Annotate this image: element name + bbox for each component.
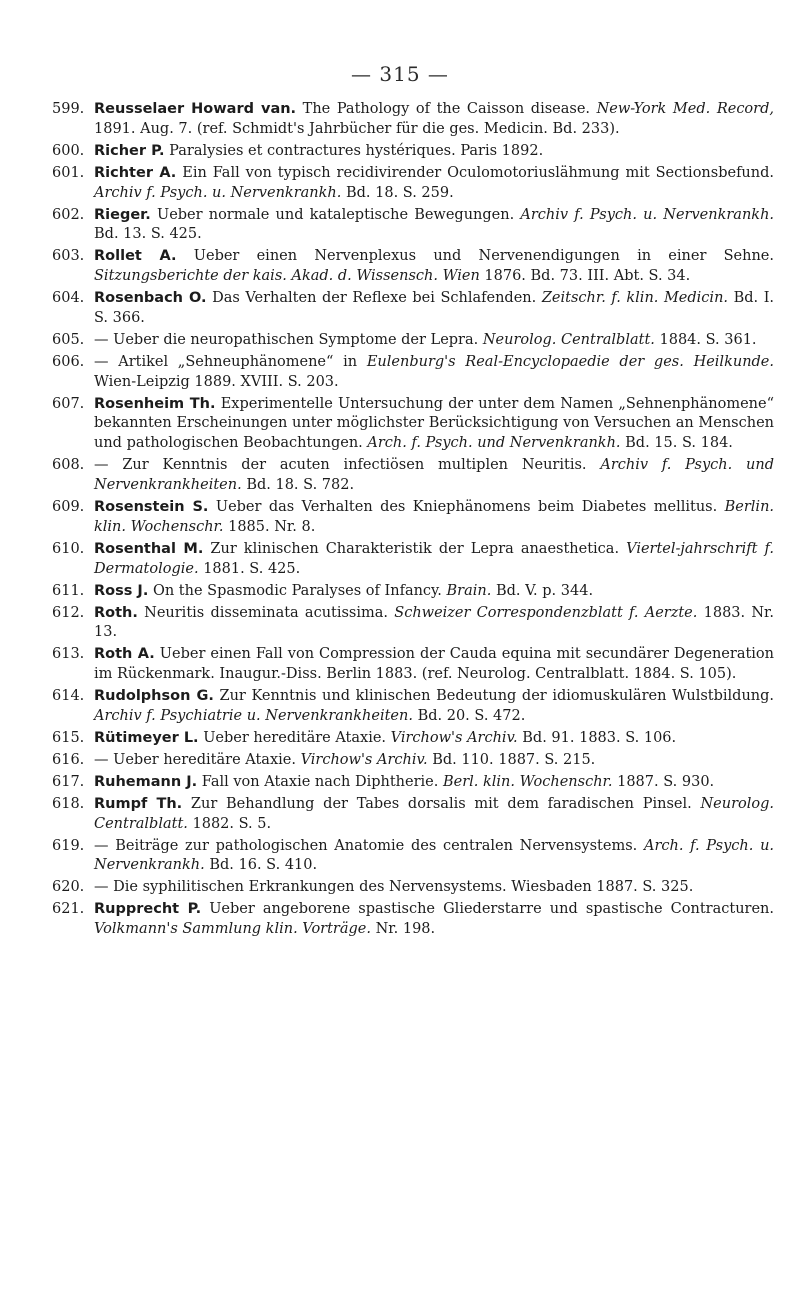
bibliography-entry [52, 878, 774, 898]
entry-title: Paralysies et contractures hystériques. [169, 142, 456, 159]
entry-details: Bd. 16. S. 410. [209, 857, 318, 874]
entry-author: Ross J. [94, 582, 149, 599]
bibliography-entry [52, 540, 774, 580]
entry-number: 618. [52, 795, 85, 812]
entry-author: Rupprecht P. [94, 901, 202, 918]
entry-author: — [94, 879, 109, 896]
entry-source: Viertel-jahrschrift f. Dermatologie. [94, 540, 774, 577]
entry-source: Berlin. klin. Wochenschr. [94, 499, 775, 535]
entry-author: Rosenstein S. [94, 499, 209, 516]
bibliography-list [52, 100, 774, 942]
entry-author: — [94, 353, 109, 370]
entry-number: 609. [52, 499, 85, 516]
entry-details: Bd. 20. S. 472. [417, 707, 526, 724]
bibliography-entry [52, 395, 774, 454]
entry-source: Neurolog. Centralblatt. [94, 795, 774, 832]
entry-author: — [94, 457, 109, 474]
entry-title: Zur klinischen Charakteristik der Lepra anaesthetica. [210, 540, 620, 557]
entry-source: Archiv f. Psych. und Nervenkrankheiten. [94, 457, 775, 494]
entry-number: 611. [52, 582, 85, 599]
bibliography-entry [52, 353, 774, 393]
entry-title: Zur Behandlung der Tabes dorsalis mit dem faradischen Pinsel. [190, 795, 692, 812]
entry-number: 614. [52, 688, 85, 705]
entry-details: 1891. Aug. 7. (ref. Schmidt's Jahrbücher für die ges. Medicin. Bd. 233). [94, 120, 620, 137]
entry-details: 1887. S. 930. [617, 773, 715, 790]
entry-number: 621. [52, 901, 85, 918]
bibliography-entry [52, 206, 774, 246]
entry-title: Fall von Ataxie nach Diphtherie. [201, 773, 439, 790]
bibliography-entry [52, 331, 774, 351]
entry-title: Ueber angeborene spastische Gliederstarre und spastische Contracturen. [209, 901, 774, 918]
entry-details: Bd. 18. S. 259. [345, 184, 454, 201]
entry-number: 600. [52, 142, 85, 159]
entry-title: Ueber die neuropathischen Symptome der Lepra. [113, 331, 479, 348]
entry-title: Zur Kenntnis und klinischen Bedeutung der idiomuskulären Wulstbildung. [219, 688, 775, 705]
entry-author: Rollet A. [94, 248, 177, 265]
bibliography-entry [52, 100, 774, 140]
page-number: — 315 — [351, 62, 449, 86]
entry-details: Bd. 18. S. 782. [246, 477, 355, 494]
bibliography-entry [52, 729, 774, 749]
entry-title: On the Spasmodic Paralyses of Infancy. [152, 582, 442, 599]
bibliography-entry [52, 900, 774, 940]
entry-details: Bd. 13. S. 425. [94, 226, 202, 243]
bibliography-entry [52, 604, 774, 644]
bibliography-entry [52, 498, 774, 538]
entry-details: Bd. 15. S. 184. [625, 435, 733, 452]
entry-title: Experimentelle Untersuchung der unter dem Namen „Sehnenphänomene“ bekannten Erscheinungen unter möglichster Berücksichtigung von Versuchen an Menschen und pathologischen Beobachtungen. [94, 395, 775, 452]
bibliography-entry [52, 687, 774, 727]
entry-details: Bd. I. S. 366. [94, 290, 775, 326]
entry-source: Arch. f. Psych. und Nervenkrankh. [367, 435, 621, 452]
entry-title: Ueber hereditäre Ataxie. [203, 729, 387, 746]
entry-details: 1883. Nr. 13. [94, 604, 775, 641]
entry-title: Ueber hereditäre Ataxie. [113, 751, 296, 768]
entry-number: 604. [52, 290, 85, 307]
entry-title: Ueber das Verhalten des Kniephänomens beim Diabetes mellitus. [215, 499, 718, 516]
entry-source: Archiv f. Psychiatrie u. Nervenkrankheiten. [94, 707, 413, 724]
entry-number: 620. [52, 879, 85, 896]
entry-title: Neuritis disseminata acutissima. [144, 604, 389, 621]
entry-source: Virchow's Archiv. [390, 729, 518, 746]
entry-source: Brain. [446, 582, 492, 599]
entry-author: — [94, 837, 109, 854]
entry-source: Zeitschr. f. klin. Medicin. [541, 290, 729, 307]
entry-author: — [94, 751, 109, 768]
entry-details: Bd. V. p. 344. [495, 582, 594, 599]
entry-details: Nr. 198. [375, 921, 436, 938]
entry-details: 1882. S. 5. [192, 815, 272, 832]
entry-number: 606. [52, 353, 85, 370]
entry-source: Arch. f. Psych. u. Nervenkrankh. [94, 837, 775, 874]
entry-details: Bd. 91. 1883. S. 106. [522, 729, 677, 746]
bibliography-entry [52, 247, 774, 287]
bibliography-entry [52, 837, 774, 877]
entry-number: 617. [52, 773, 85, 790]
entry-title: Zur Kenntnis der acuten infectiösen multiplen Neuritis. [122, 457, 587, 474]
entry-details: 1876. Bd. 73. III. Abt. S. 34. [484, 268, 691, 285]
entry-details: Bd. 110. 1887. S. 215. [432, 751, 596, 768]
entry-number: 602. [52, 206, 85, 223]
entry-number: 612. [52, 604, 85, 621]
bibliography-entry [52, 164, 774, 204]
entry-number: 608. [52, 457, 85, 474]
entry-details: 1881. S. 425. [203, 560, 301, 577]
entry-title: Artikel „Sehneuphänomene“ in [118, 353, 358, 370]
entry-author: Rosenheim Th. [94, 395, 216, 412]
entry-author: Rudolphson G. [94, 688, 214, 705]
entry-number: 613. [52, 646, 85, 663]
bibliography-entry [52, 142, 774, 162]
entry-number: 607. [52, 395, 85, 412]
entry-title: Ueber normale und kataleptische Bewegungen. [156, 206, 515, 223]
bibliography-entry [52, 795, 774, 835]
entry-number: 619. [52, 837, 85, 854]
entry-number: 601. [52, 164, 85, 181]
entry-details: 1885. Nr. 8. [228, 518, 316, 535]
bibliography-entry [52, 582, 774, 602]
entry-title: Ein Fall von typisch recidivirender Oculomotoriuslähmung mit Sectionsbefund. [182, 164, 774, 181]
bibliography-entry [52, 289, 774, 329]
entry-source: Berl. klin. Wochenschr. [442, 773, 613, 790]
entry-number: 615. [52, 729, 85, 746]
entry-author: Roth. [94, 604, 138, 621]
entry-source: New-York Med. Record, [596, 101, 774, 117]
entry-number: 603. [52, 248, 85, 265]
entry-author: Ruhemann J. [94, 773, 198, 790]
bibliography-entry [52, 456, 774, 496]
entry-details: Paris 1892. [460, 142, 544, 159]
entry-number: 605. [52, 331, 85, 348]
entry-number: 610. [52, 540, 85, 557]
entry-title: Die syphilitischen Erkrankungen des Nervensystems. Wiesbaden 1887. S. 325. [113, 879, 694, 896]
entry-title: Das Verhalten der Reflexe bei Schlafenden. [212, 290, 537, 307]
entry-author: Roth A. [94, 646, 155, 663]
entry-author: Reusselaer Howard van. [94, 101, 297, 117]
bibliography-entry [52, 773, 774, 793]
entry-source: Volkmann's Sammlung klin. Vorträge. [94, 921, 371, 938]
entry-author: Rieger. [94, 206, 151, 223]
entry-source: Archiv f. Psych. u. Nervenkrankh. [94, 184, 342, 201]
entry-source: Eulenburg's Real-Encyclopaedie der ges. Heilkunde. [366, 353, 775, 370]
entry-author: Rütimeyer L. [94, 729, 199, 746]
bibliography-entry [52, 645, 774, 685]
entry-author: Rumpf Th. [94, 795, 183, 812]
entry-details: 1884. S. 361. [659, 331, 757, 348]
entry-source: Virchow's Archiv. [300, 751, 428, 768]
entry-title: The Pathology of the Caisson disease. [302, 101, 591, 117]
entry-author: Rosenbach O. [94, 290, 207, 307]
entry-source: Sitzungsberichte der kais. Akad. d. Wissensch. Wien [94, 268, 480, 285]
entry-number: 616. [52, 751, 85, 768]
entry-source: Neurolog. Centralblatt. [482, 331, 655, 348]
entry-title: Ueber einen Fall von Compression der Cauda equina mit secundärer Degeneration im Rückenmark. Inaugur.-Diss. Berlin 1883. (ref. Neurolog. Centralblatt. 1884. S. 105). [94, 646, 774, 683]
entry-author: — [94, 331, 109, 348]
entry-author: Rosenthal M. [94, 540, 204, 557]
entry-author: Richer P. [94, 142, 165, 159]
bibliography-entry [52, 751, 774, 771]
entry-details: Wien-Leipzig 1889. XVIII. S. 203. [94, 373, 339, 390]
entry-source: Archiv f. Psych. u. Nervenkrankh. [520, 206, 775, 223]
entry-title: Ueber einen Nervenplexus und Nervenendigungen in einer Sehne. [193, 248, 774, 265]
entry-title: Beiträge zur pathologischen Anatomie des centralen Nervensystems. [115, 837, 638, 854]
entry-author: Richter A. [94, 164, 177, 181]
entry-source: Schweizer Correspondenzblatt f. Aerzte. [394, 604, 698, 621]
entry-number: 599. [52, 101, 85, 117]
